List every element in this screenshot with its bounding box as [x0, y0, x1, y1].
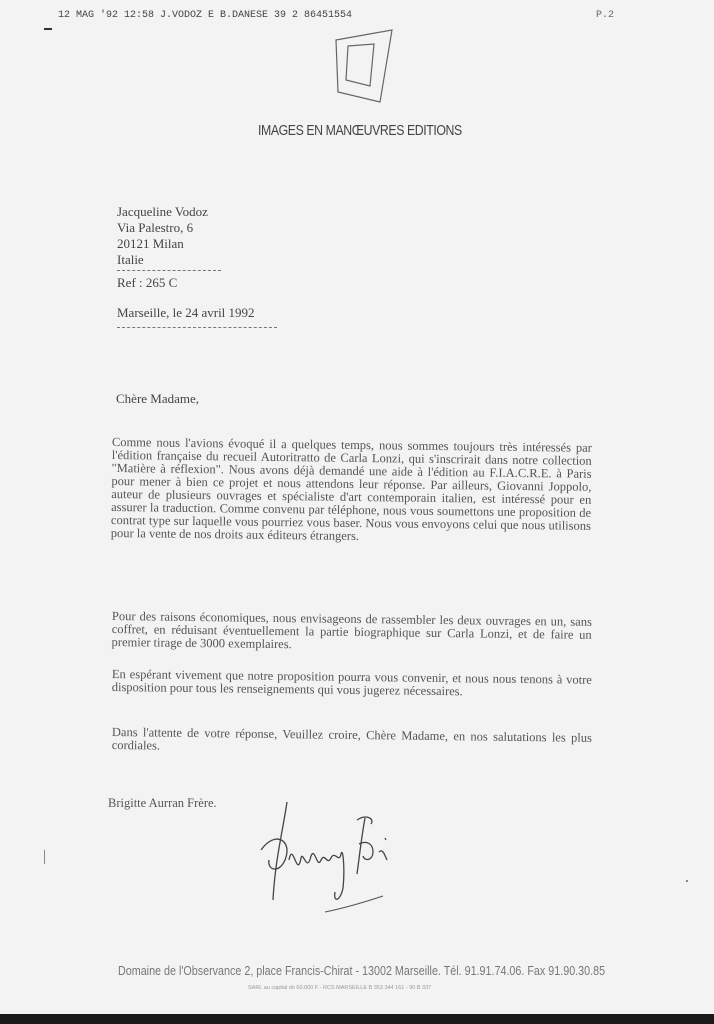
- fax-page-number: P.2: [595, 10, 614, 21]
- reference-number: Ref : 265 C: [117, 275, 178, 290]
- fax-transmission-header: 12 MAG '92 12:58 J.VODOZ E B.DANESE 39 2 86451554: [58, 10, 353, 21]
- recipient-street: Via Palestro, 6: [117, 220, 194, 235]
- signature-icon: [255, 800, 415, 915]
- body-paragraph: Dans l'attente de votre réponse, Veuillez croire, Chère Madame, en nos salutations les plus cordiales.: [111, 725, 592, 753]
- place-and-date: Marseille, le 24 avril 1992: [117, 305, 255, 320]
- body-paragraph: En espérant vivement que notre proposition pourra vous convenir, et nous nous tenons à votre disposition pour tous les renseignements qui vous jugerez nécessaires.: [111, 667, 592, 699]
- publisher-logo-icon: [330, 26, 400, 106]
- body-paragraph: Comme nous l'avions évoqué il a quelques temps, nous sommes toujours très intéressés par l'édition française du recueil Autoritratto de Carla Lonzi, qui s'inscrirait dans notre collection "Matière à réflexion". Nous avons déjà demandé une aide à l'édition au F.I.A.C.R.E. à Paris pour mener à bien ce projet et nous attendons leur réponse. Par ailleurs, Giovanni Joppolo, auteur de plusieurs ouvrages et spécialiste d'art contemporain italien, est intéressé pour en assurer la traduction. Comme convenu par téléphone, nous vous soumettons une proposition de contrat type sur laquelle vous pourriez vous baser. Nous vous envoyons celui que nous utilisons pour la vente de nos droits aux éditeurs étrangers.: [110, 435, 592, 544]
- footer-address: Domaine de l'Observance 2, place Francis-Chirat - 13002 Marseille. Tél. 91.91.74.06. Fax 91.90.30.85: [118, 964, 606, 978]
- recipient-country: Italie: [117, 252, 144, 267]
- divider: [117, 327, 277, 328]
- scan-border: [0, 1014, 714, 1024]
- salutation: Chère Madame,: [116, 391, 200, 406]
- recipient-address: [117, 204, 208, 268]
- body-paragraph: Pour des raisons économiques, nous envisageons de rassembler les deux ouvrages en un, sans coffret, en réduisant éventuellement la partie biographique sur Carla Lonzi, et de faire un premier tirage de 3000 exemplaires.: [111, 609, 592, 652]
- recipient-name: Jacqueline Vodoz: [117, 204, 208, 219]
- footer-legal: SARL au capital de 60.000 F - RCS MARSEILLE B 353 344 161 - 90 B 337: [248, 985, 432, 991]
- recipient-city: 20121 Milan: [117, 236, 184, 251]
- divider: [117, 270, 221, 271]
- scan-mark: [44, 28, 52, 30]
- publisher-name: IMAGES EN MANŒUVRES EDITIONS: [258, 122, 462, 139]
- signer-name: Brigitte Aurran Frère.: [108, 796, 217, 810]
- scan-mark: [686, 880, 688, 882]
- scan-mark: [44, 850, 45, 864]
